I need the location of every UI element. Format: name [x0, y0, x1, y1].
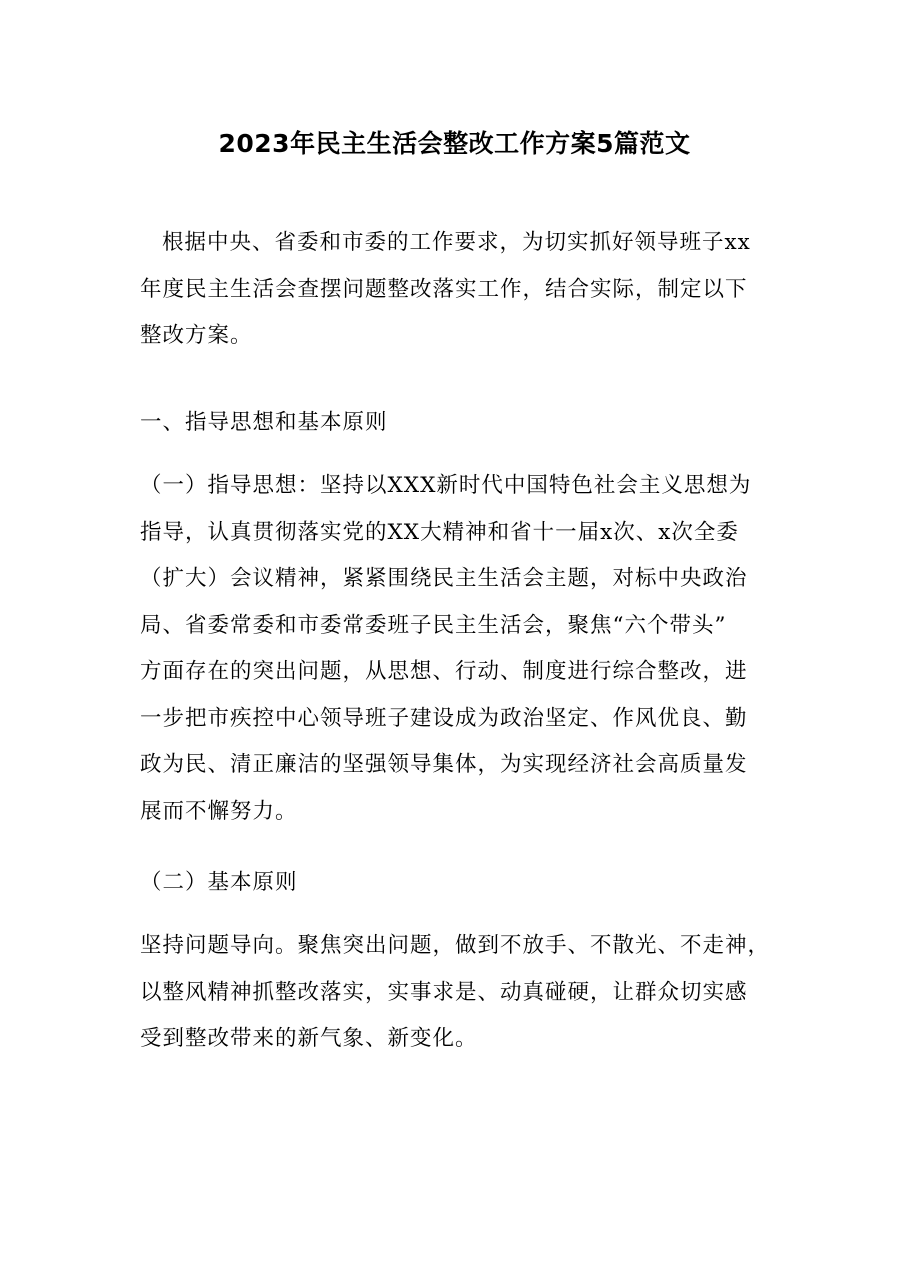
principle-line: 坚持问题导向。聚焦突出问题，做到不放手、不散光、不走神， [140, 933, 771, 958]
intro-line: 根据中央、省委和市委的工作要求，为切实抓好领导班子xx [162, 230, 751, 255]
intro-line: 整改方案。 [140, 323, 253, 348]
guiding-line: 展而不懈努力。 [140, 798, 298, 824]
guiding-line: （一）指导思想：坚持以XXX新时代中国特色社会主义思想为 [140, 473, 752, 498]
intro-line: 年度民主生活会查摆问题整改落实工作，结合实际，制定以下 [140, 276, 748, 302]
guiding-line: 一步把市疾控中心领导班子建设成为政治坚定、作风优良、勤 [140, 705, 748, 731]
basic-principle-paragraph [140, 923, 772, 1063]
subsection-heading [140, 860, 772, 907]
section-heading [140, 400, 772, 447]
intro-paragraph [140, 220, 772, 360]
document-title: 2023年民主生活会整改工作方案5篇范文 [218, 129, 691, 158]
section-heading-text: 一、指导思想和基本原则 [140, 410, 388, 435]
subsection-heading-text: （二）基本原则 [140, 870, 298, 895]
guiding-line: 方面存在的突出问题，从思想、行动、制度进行综合整改，进 [140, 659, 748, 684]
guiding-line: （扩大）会议精神，紧紧围绕民主生活会主题，对标中央政治 [140, 566, 748, 591]
guiding-line: 局、省委常委和市委常委班子民主生活会，聚焦“六个带头” [140, 612, 727, 638]
guiding-thought-paragraph [140, 463, 772, 835]
guiding-line: 指导，认真贯彻落实党的XX大精神和省十一届x次、x次全委 [140, 519, 739, 545]
principle-line: 受到整改带来的新气象、新变化。 [140, 1026, 478, 1051]
guiding-line: 政为民、清正廉洁的坚强领导集体，为实现经济社会高质量发 [140, 752, 748, 777]
principle-line: 以整风精神抓整改落实，实事求是、动真碰硬，让群众切实感 [140, 979, 748, 1005]
